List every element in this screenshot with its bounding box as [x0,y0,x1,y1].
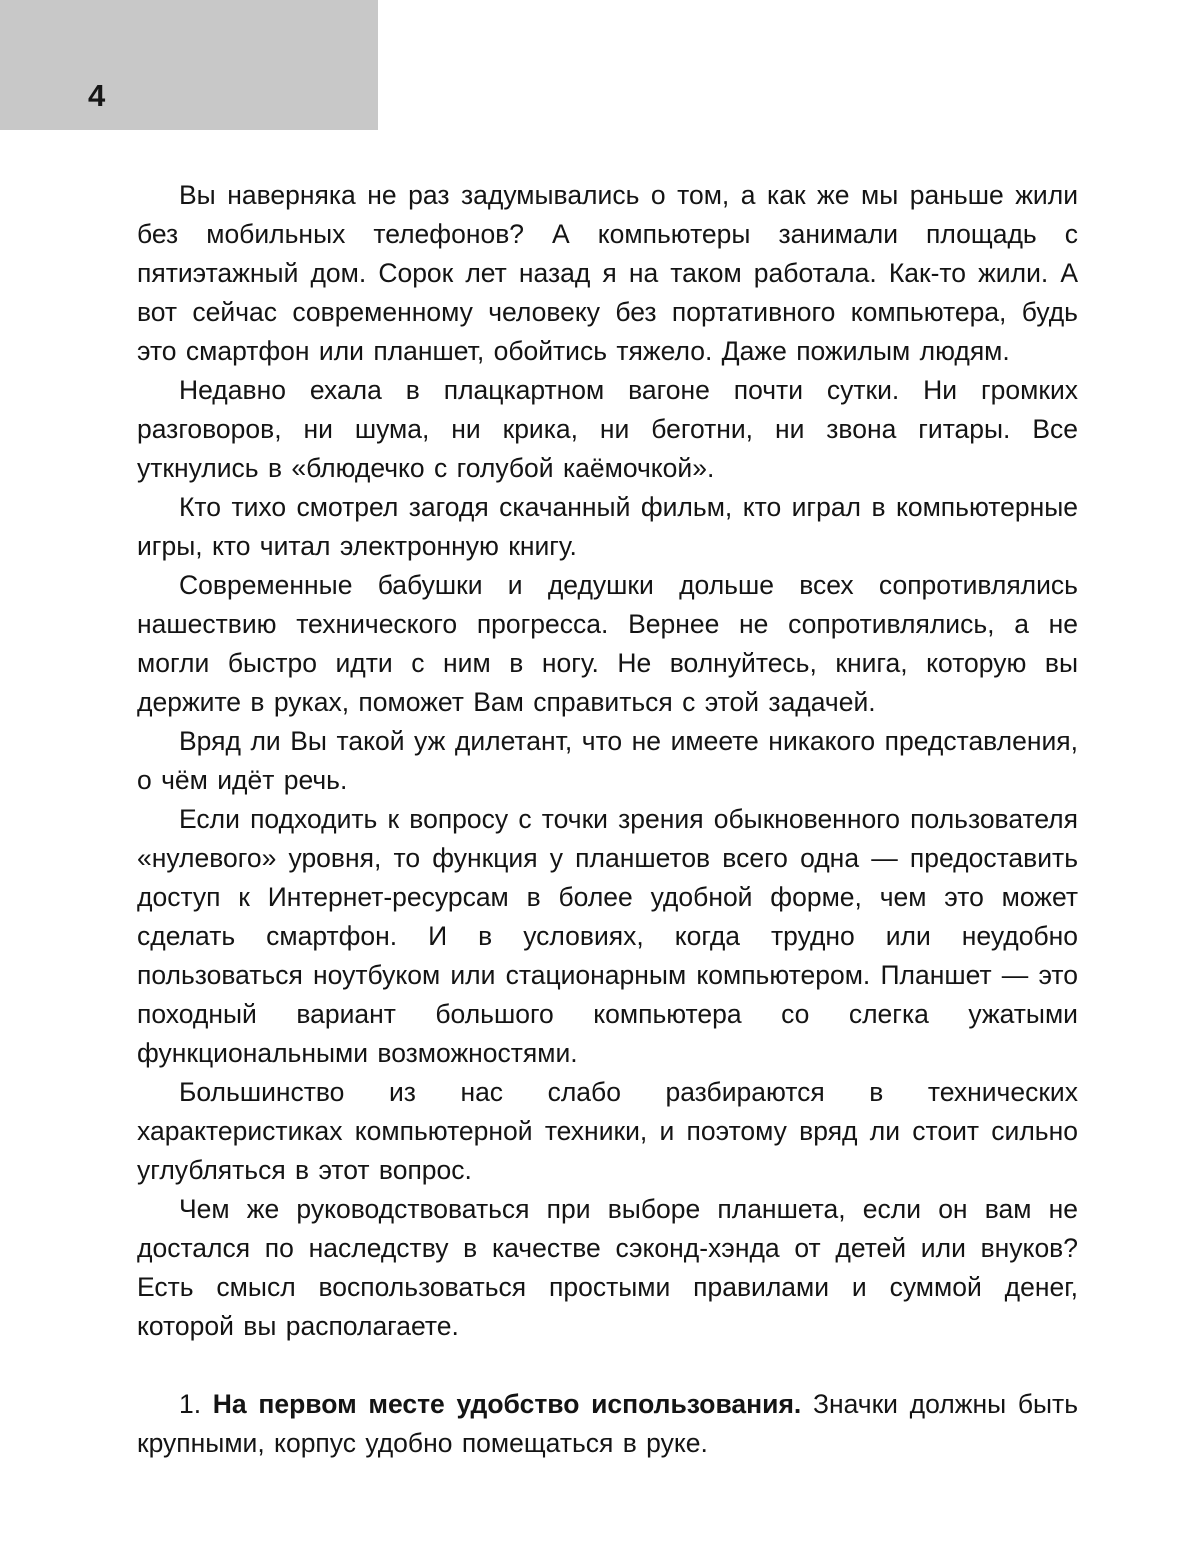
item-number: 1. [179,1389,213,1419]
paragraph-3: Кто тихо смотрел загодя скачанный фильм, кто играл в компьютерные игры, кто читал электронную книгу. [137,492,1078,561]
item-text: Значки должны быть крупными, корпус удобно помещаться в руке. [137,1389,1078,1458]
paragraph-6: Если подходить к вопросу с точки зрения обыкновенного пользователя «нулевого» уровня, то функция у планшетов всего одна — предоставить доступ к Интернет-ресурсам в более удобной форме, чем это может сделать смартфон. И в условиях, когда трудно или неудобно пользоваться ноутбуком или стационарным компьютером. Планшет — это походный вариант большого компьютера со слегка ужатыми функциональными возможностями. [137,804,1078,1068]
paragraph-2: Недавно ехала в плацкартном вагоне почти сутки. Ни громких разговоров, ни шума, ни крика, ни беготни, ни звона гитары. Все уткнулись в «блюдечко с голубой каёмочкой». [137,375,1078,483]
text-block [137,176,1078,1463]
page-header-band [0,0,378,130]
item-title: На первом месте удобство использования. [212,1389,802,1419]
page-number: 4 [88,78,106,113]
paragraph-1: Вы наверняка не раз задумывались о том, а как же мы раньше жили без мобильных телефонов? А компьютеры занимали площадь с пятиэтажный дом. Сорок лет назад я на таком работала. Как-то жили. А вот сейчас современному человеку без портативного компьютера, будь это смартфон или планшет, обойтись тяжело. Даже пожилым людям. [137,180,1078,366]
paragraph-4: Современные бабушки и дедушки дольше всех сопротивлялись нашествию технического прогресса. Вернее не сопротивлялись, а не могли быстро идти с ним в ногу. Не волнуйтесь, книга, которую вы держите в руках, поможет Вам справиться с этой задачей. [137,570,1078,717]
paragraph-8: Чем же руководствоваться при выборе планшета, если он вам не достался по наследству в качестве сэконд-хэнда от детей или внуков? Есть смысл воспользоваться простыми правилами и суммой денег, которой вы располагаете. [137,1194,1078,1341]
paragraph-7: Большинство из нас слабо разбираются в технических характеристиках компьютерной техники, и поэтому вряд ли стоит сильно углубляться в этот вопрос. [137,1077,1078,1185]
paragraph-5: Вряд ли Вы такой уж дилетант, что не имеете никакого представления, о чём идёт речь. [137,726,1078,795]
numbered-paragraph [137,1385,1078,1463]
